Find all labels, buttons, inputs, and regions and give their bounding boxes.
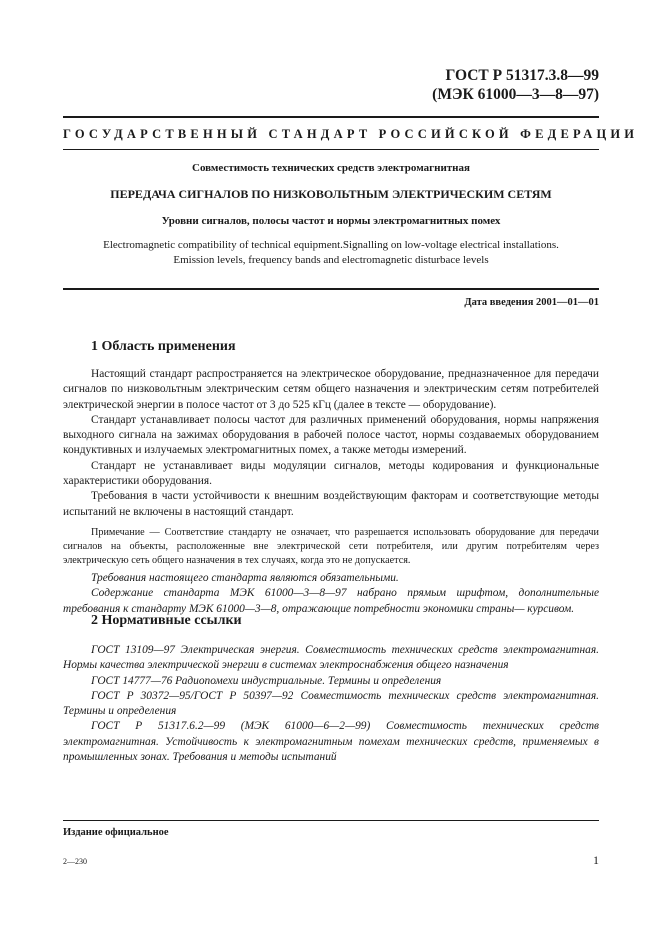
footer-rule (63, 820, 599, 821)
english-title-line-2: Emission levels, frequency bands and electromagnetic disturbace levels (173, 254, 489, 266)
state-standard-heading: ГОСУДАРСТВЕННЫЙ СТАНДАРТ РОССИЙСКОЙ ФЕДЕРАЦИИ (63, 127, 639, 141)
section-2-body (63, 643, 599, 765)
section-1-title: 1 Область применения (91, 339, 236, 354)
edition-label: Издание официальное (63, 827, 169, 838)
paragraph-italic: Содержание стандарта МЭК 61000—3—8—97 набрано прямым шрифтом, дополнительные требования к стандарту МЭК 61000—3—8, отражающие потребности экономики страны— курсивом. (63, 587, 599, 615)
standard-code: ГОСТ Р 51317.3.8—99 (445, 67, 599, 84)
standard-code-block (432, 66, 599, 104)
section-1-body (63, 367, 599, 617)
paragraph: Требования в части устойчивости к внешним воздействующим факторам и соответствующие методы испытаний не включены в настоящий стандарт. (63, 490, 599, 518)
title-rule (63, 288, 599, 290)
paragraph: Стандарт не устанавливает виды модуляции сигналов, методы кодирования и функциональные характеристики оборудования. (63, 459, 599, 488)
reference-item: ГОСТ Р 30372—95/ГОСТ Р 50397—92 Совместимость технических средств электромагнитная. Термины и определения (63, 689, 599, 718)
section-2-title: 2 Нормативные ссылки (91, 613, 242, 628)
reference-item: ГОСТ 13109—97 Электрическая энергия. Совместимость технических средств электромагнитная. Нормы качества электрической энергии в системах электроснабжения общего назначения (63, 644, 599, 672)
paragraph-italic: Требования настоящего стандарта являются обязательными. (91, 571, 399, 584)
top-rule (63, 116, 599, 118)
reference-item: ГОСТ 14777—76 Радиопомехи индустриальные. Термины и определения (91, 674, 442, 687)
document-subtitle: Совместимость технических средств электромагнитная (192, 162, 470, 174)
introduction-date: Дата введения 2001—01—01 (464, 297, 599, 308)
print-code: 2—230 (63, 857, 87, 866)
document-title: ПЕРЕДАЧА СИГНАЛОВ ПО НИЗКОВОЛЬТНЫМ ЭЛЕКТРИЧЕСКИМ СЕТЯМ (110, 187, 552, 201)
page-number: 1 (593, 853, 599, 867)
reference-item: ГОСТ Р 51317.6.2—99 (МЭК 61000—6—2—99) Совместимость технических средств электромагнитная. Устойчивость к электромагнитным помехам технических средств, применяемых в промышленных зонах. Требования и методы испытаний (63, 720, 599, 764)
paragraph: Настоящий стандарт распространяется на электрическое оборудование, предназначенное для передачи сигналов по низковольтным электрическим сетям общего назначения и электрическим сетям потребителей электрической энергии в полосе частот от 3 до 525 кГц (далее в тексте — оборудование). (63, 368, 599, 411)
english-title (63, 238, 599, 268)
iec-code: (МЭК 61000—3—8—97) (432, 86, 599, 103)
document-sub-subtitle: Уровни сигналов, полосы частот и нормы электромагнитных помех (161, 215, 501, 227)
note-paragraph: Примечание — Соответствие стандарту не означает, что разрешается использовать оборудование для передачи сигналов на объекты, расположенные вне электрической сети потребителя, или другим потребителям через электрическую сеть общего назначения в тех случаях, когда это не допускается. (63, 526, 599, 566)
paragraph: Стандарт устанавливает полосы частот для различных применений оборудования, нормы напряжения выходного сигнала на зажимах оборудования в рабочей полосе частот, нормы создаваемых оборудованием кондуктивных и излучаемых электромагнитных помех, а также методы измерений. (63, 413, 599, 457)
english-title-line-1: Electromagnetic compatibility of technical equipment.Signalling on low-voltage electrical installations. (103, 239, 559, 251)
heading-rule (63, 149, 599, 150)
